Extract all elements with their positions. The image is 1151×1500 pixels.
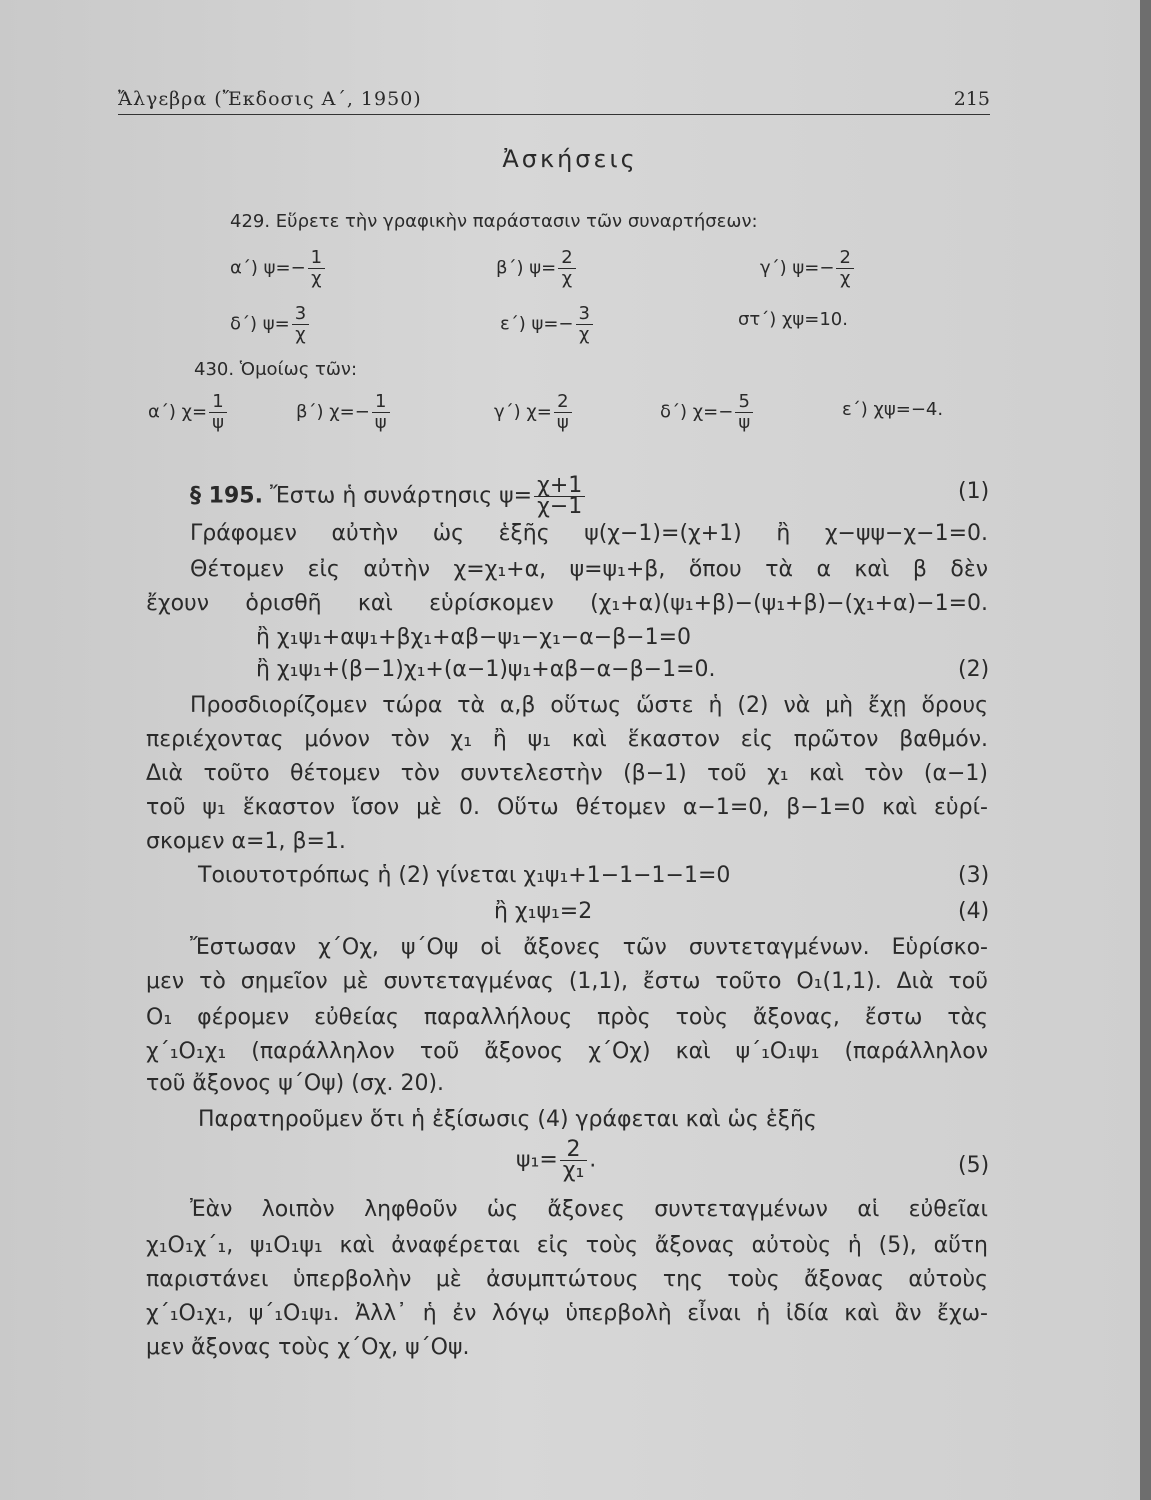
ex430-c-denominator: ψ — [556, 412, 569, 433]
function-denominator: χ−1 — [537, 494, 583, 519]
running-header — [118, 86, 990, 115]
equation-5 — [516, 1137, 597, 1183]
text-line-3: ἔχουν ὁρισθῆ καὶ εὑρίσκομεν (χ₁+α)(ψ₁+β)−(ψ₁+β)−(χ₁+α)−1=0. — [146, 591, 988, 616]
ex430-item-b — [296, 392, 392, 433]
text-line-1: Γράφομεν αὐτὴν ὡς ἑξῆς ψ(χ−1)=(χ+1) ἢ χ−ψψ−χ−1=0. — [190, 521, 988, 546]
section-195-mark: § 195. — [190, 483, 263, 509]
equation-5-numerator: 2 — [560, 1140, 588, 1161]
ex429-e-numerator: 3 — [576, 304, 593, 325]
page-edge-shadow — [1140, 0, 1151, 1500]
equation-number-1: (1) — [958, 479, 990, 504]
ex430-a-numerator: 1 — [209, 392, 227, 413]
ex430-c-numerator: 2 — [554, 392, 572, 413]
ex430-a-fraction — [209, 392, 227, 433]
ex430-a-prefix: α΄) χ= — [148, 401, 208, 423]
text-line-4: ἢ χ₁ψ₁+αψ₁+βχ₁+αβ−ψ₁−χ₁−α−β−1=0 — [256, 625, 692, 650]
equation-5-fraction — [560, 1137, 588, 1183]
function-fraction — [534, 473, 585, 519]
ex430-c-prefix: γ΄) χ= — [494, 401, 552, 423]
running-header-title: Ἄλγεβρα (Ἔκδοσις Α΄, 1950) — [118, 88, 422, 110]
text-line-22: χ΄₁Ο₁χ₁, ψ΄₁Ο₁ψ₁. Ἀλλ᾽ ἡ ἐν λόγῳ ὑπερβολὴ εἶναι ἡ ἰδία καὶ ἂν ἔχω- — [146, 1301, 988, 1326]
ex430-item-e: ε΄) χψ=−4. — [842, 399, 944, 420]
ex429-item-f: στ΄) χψ=10. — [738, 309, 848, 330]
text-line-10: σκομεν α=1, β=1. — [146, 829, 346, 854]
ex429-a-denominator: χ — [311, 268, 322, 289]
text-line-19: Ἐὰν λοιπὸν ληφθοῦν ὡς ἄξονες συντεταγμένων αἱ εὐθεῖαι — [190, 1197, 988, 1222]
ex429-item-e — [500, 304, 595, 345]
ex430-b-numerator: 1 — [372, 392, 390, 413]
ex429-d-numerator: 3 — [292, 304, 309, 325]
ex430-item-c — [494, 392, 574, 433]
function-numerator: χ+1 — [534, 476, 585, 497]
equation-5-prefix: ψ₁= — [516, 1147, 558, 1173]
exercise-430-label: 430. Ὁμοίως τῶν: — [194, 359, 358, 380]
text-line-7: περιέχοντας μόνον τὸν χ₁ ἢ ψ₁ καὶ ἕκαστον εἰς πρῶτον βαθμόν. — [146, 727, 988, 752]
ex429-d-prefix: δ΄) ψ= — [230, 313, 290, 335]
ex429-b-numerator: 2 — [558, 248, 575, 269]
ex429-item-d — [230, 304, 311, 345]
text-line-21: παριστάνει ὑπερβολὴν μὲ ἀσυμπτώτους της τοὺς ἄξονας αὐτοὺς — [146, 1267, 988, 1292]
section-title: Ἀσκήσεις — [502, 145, 638, 173]
ex429-e-prefix: ε΄) ψ=− — [500, 313, 574, 335]
ex429-a-fraction — [308, 248, 325, 289]
text-line-6: Προσδιορίζομεν τώρα τὰ α,β οὕτως ὥστε ἡ (2) νὰ μὴ ἔχῃ ὅρους — [190, 693, 988, 718]
ex430-b-denominator: ψ — [374, 412, 387, 433]
ex430-d-prefix: δ΄) χ=− — [660, 401, 734, 423]
text-line-8: Διὰ τοῦτο θέτομεν τὸν συντελεστὴν (β−1) τοῦ χ₁ καὶ τὸν (α−1) — [146, 761, 988, 786]
text-line-16: χ΄₁Ο₁χ₁ (παράλληλον τοῦ ἄξονος χ΄Οχ) καὶ ψ΄₁Ο₁ψ₁ (παράλληλον — [146, 1039, 988, 1064]
text-line-20: χ₁Ο₁χ΄₁, ψ₁Ο₁ψ₁ καὶ ἀναφέρεται εἰς τοὺς ἄξονας αὐτοὺς ἡ (5), αὕτη — [146, 1233, 988, 1258]
text-line-23: μεν ἄξονας τοὺς χ΄Οχ, ψ΄Οψ. — [146, 1335, 470, 1360]
ex429-e-denominator: χ — [579, 324, 590, 345]
ex429-b-denominator: χ — [561, 268, 573, 289]
ex430-d-denominator: ψ — [738, 412, 751, 433]
ex429-item-c — [760, 248, 856, 289]
exercise-429-label: 429. Εὕρετε τὴν γραφικὴν παράστασιν τῶν συναρτήσεων: — [230, 211, 758, 232]
ex429-item-a — [230, 248, 327, 289]
text-line-14: μεν τὸ σημεῖον μὲ συντεταγμένας (1,1), ἔστω τοῦτο Ο₁(1,1). Διὰ τοῦ — [146, 969, 988, 994]
ex429-a-prefix: α΄) ψ=− — [230, 257, 306, 279]
text-line-11: Τοιουτοτρόπως ἡ (2) γίνεται χ₁ψ₁+1−1−1−1=0 — [198, 863, 731, 888]
ex430-item-d — [660, 392, 755, 433]
ex429-c-prefix: γ΄) ψ=− — [760, 257, 835, 279]
section-195-intro — [190, 473, 587, 519]
section-195-intro-text: Ἔστω ἡ συνάρτησις ψ= — [269, 483, 533, 509]
text-line-2: Θέτομεν εἰς αὐτὴν χ=χ₁+α, ψ=ψ₁+β, ὅπου τὰ α καὶ β δὲν — [190, 557, 988, 582]
ex430-b-fraction — [372, 392, 390, 433]
ex429-c-fraction — [836, 248, 853, 289]
text-line-15: Ο₁ φέρομεν εὐθείας παραλλήλους πρὸς τοὺς ἄξονας, ἔστω τὰς — [146, 1005, 988, 1030]
text-line-9: τοῦ ψ₁ ἕκαστον ἴσον μὲ 0. Οὕτω θέτομεν α−1=0, β−1=0 καὶ εὑρί- — [146, 795, 988, 820]
ex429-c-numerator: 2 — [836, 248, 853, 269]
equation-number-5: (5) — [958, 1153, 990, 1178]
equation-5-denominator: χ₁ — [562, 1158, 585, 1183]
ex429-b-fraction — [558, 248, 575, 289]
ex430-d-fraction — [735, 392, 753, 433]
text-line-18: Παρατηροῦμεν ὅτι ἡ ἐξίσωσις (4) γράφεται καὶ ὡς ἑξῆς — [198, 1107, 817, 1132]
text-line-12: ἢ χ₁ψ₁=2 — [494, 899, 593, 924]
text-line-5: ἢ χ₁ψ₁+(β−1)χ₁+(α−1)ψ₁+αβ−α−β−1=0. — [256, 657, 716, 682]
text-line-13: Ἔστωσαν χ΄Οχ, ψ΄Οψ οἱ ἄξονες τῶν συντεταγμένων. Εὑρίσκο- — [190, 935, 988, 960]
equation-number-4: (4) — [958, 899, 990, 924]
ex429-c-denominator: χ — [839, 268, 851, 289]
ex429-b-prefix: β΄) ψ= — [496, 257, 557, 279]
equation-number-2: (2) — [958, 657, 990, 682]
ex429-e-fraction — [576, 304, 593, 345]
text-line-17: τοῦ ἄξονος ψ΄Οψ) (σχ. 20). — [146, 1071, 445, 1096]
page-number: 215 — [953, 88, 990, 110]
ex429-d-denominator: χ — [295, 324, 306, 345]
ex430-c-fraction — [554, 392, 572, 433]
ex430-d-numerator: 5 — [735, 392, 753, 413]
equation-number-3: (3) — [958, 863, 990, 888]
equation-5-suffix: . — [589, 1147, 597, 1173]
ex429-item-b — [496, 248, 578, 289]
ex430-a-denominator: ψ — [212, 412, 224, 433]
ex430-item-a — [148, 392, 229, 433]
ex430-b-prefix: β΄) χ=− — [296, 401, 370, 423]
ex429-d-fraction — [292, 304, 309, 345]
ex429-a-numerator: 1 — [308, 248, 325, 269]
